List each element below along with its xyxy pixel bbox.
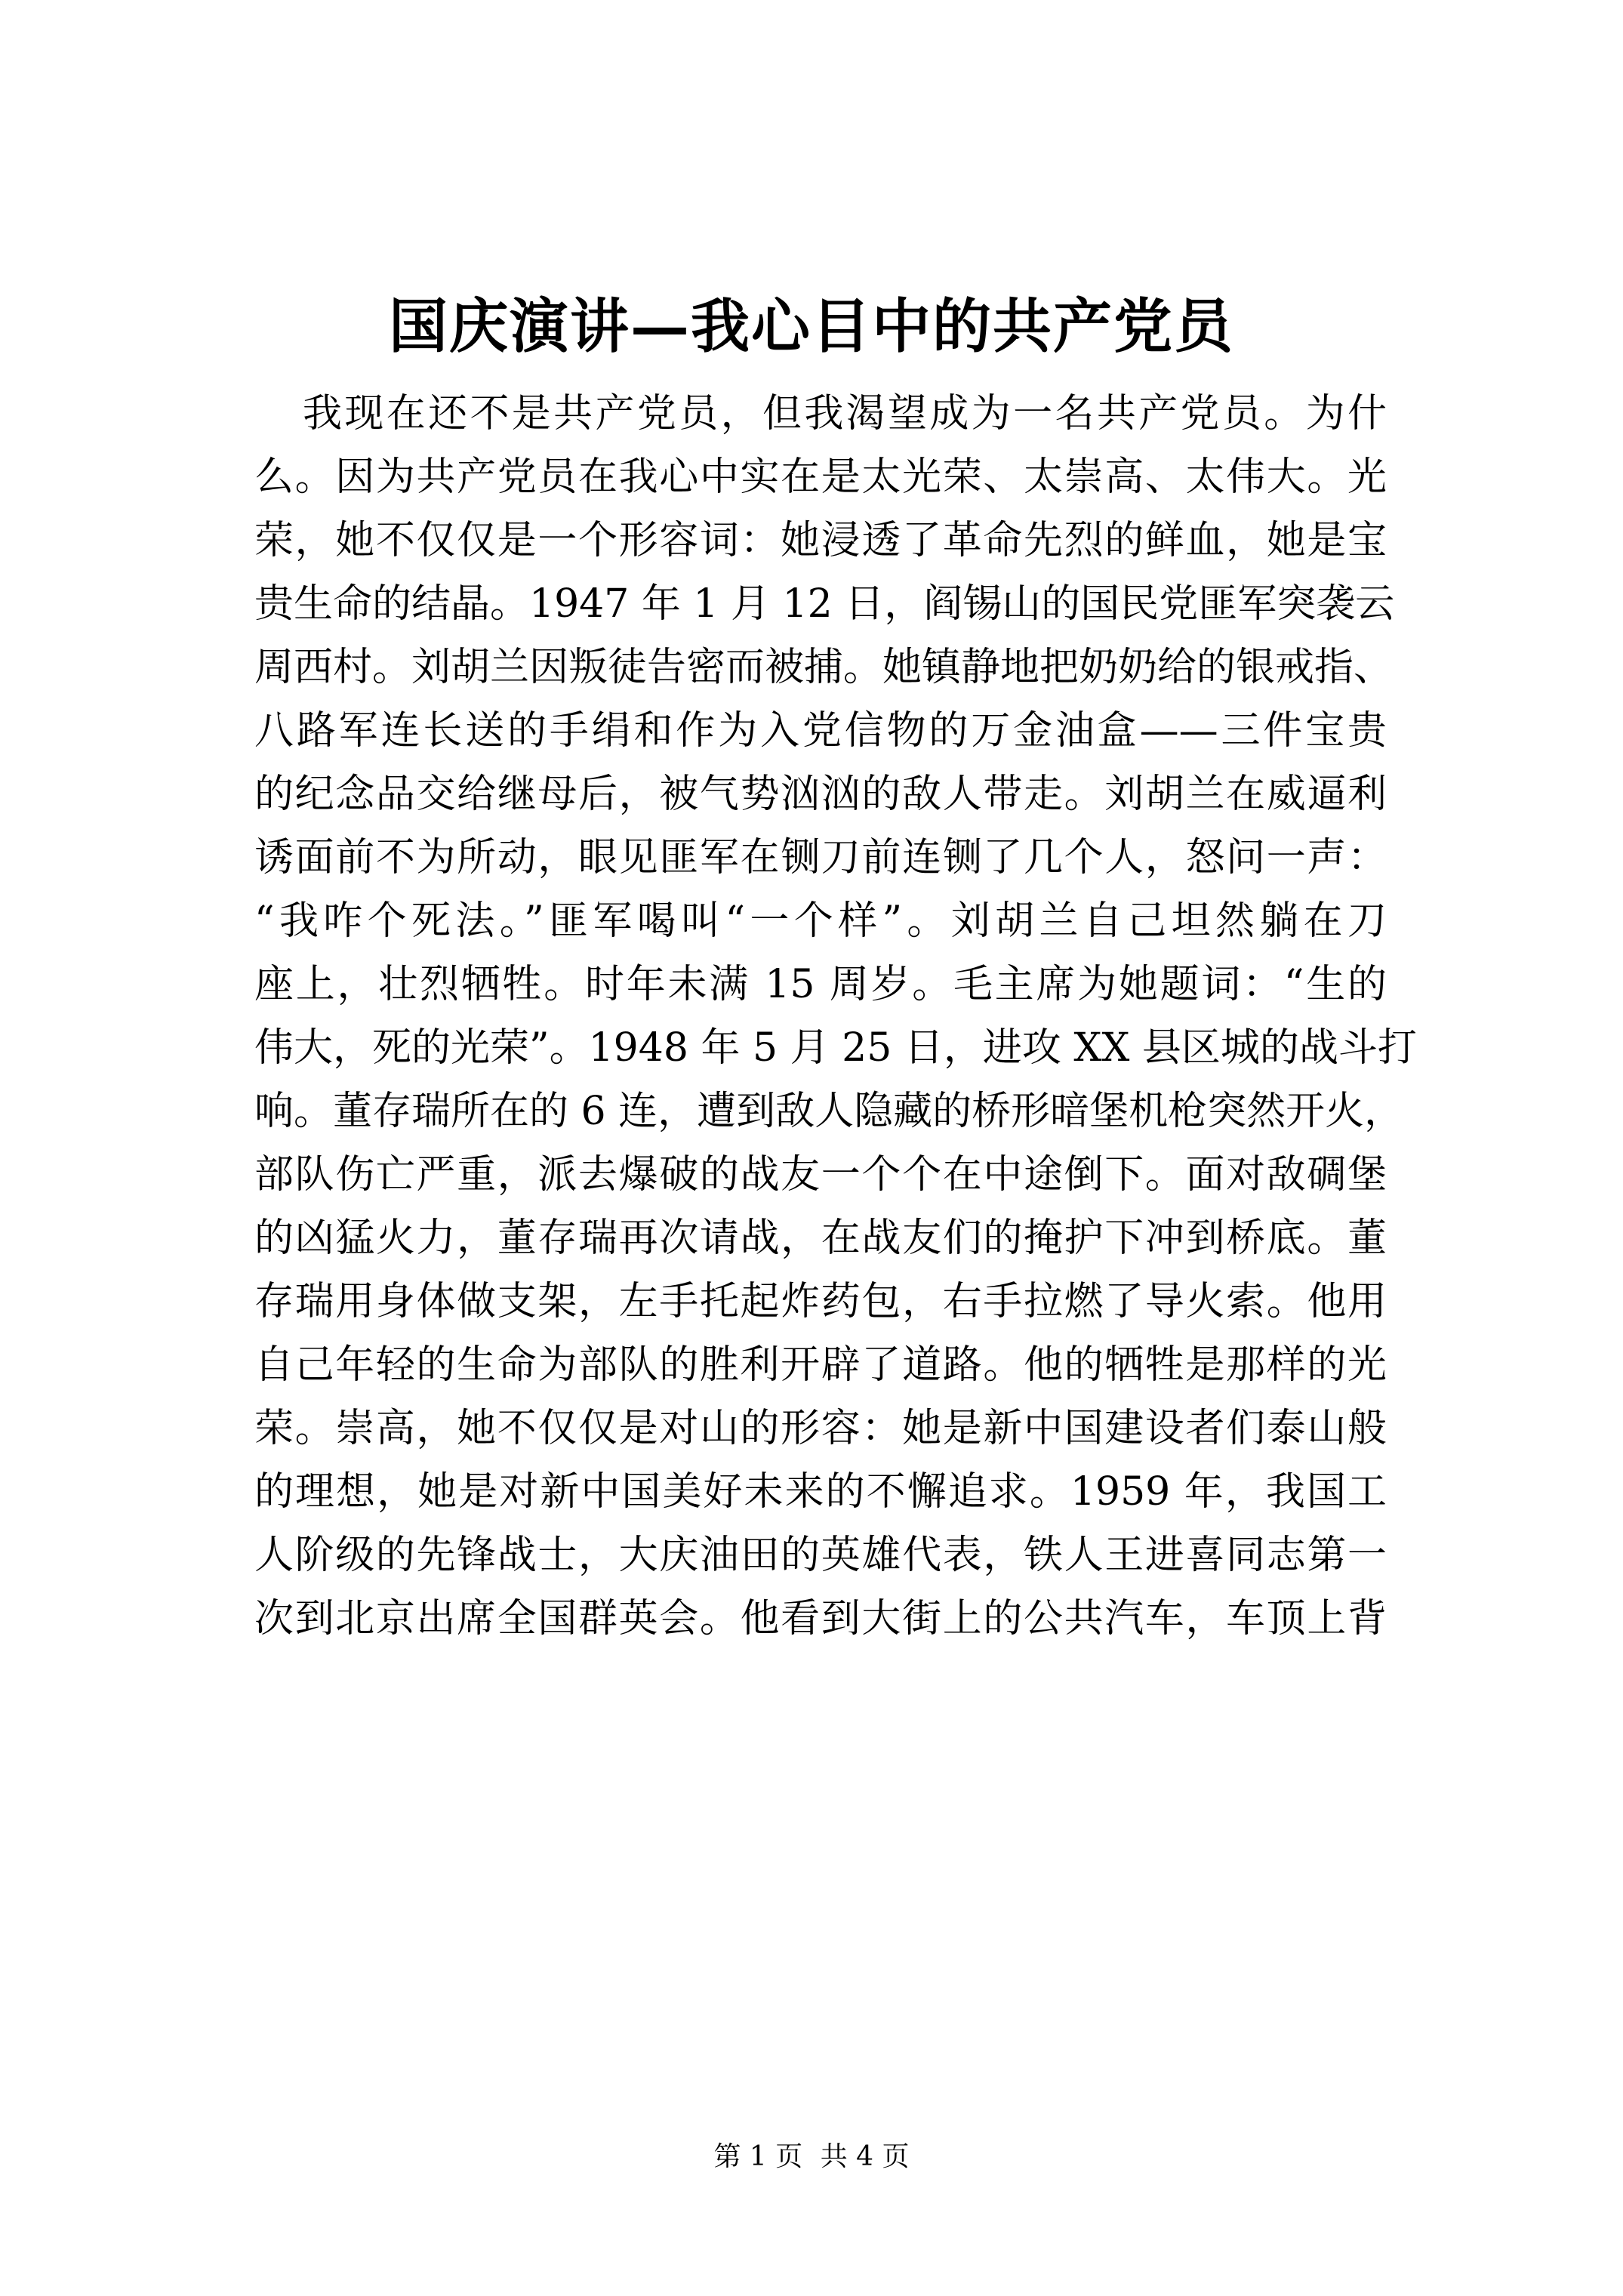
- body-line-5: 周西村。刘胡兰因叛徒告密而被捕。她镇静地把奶奶给的银戒指、: [254, 645, 1394, 690]
- body-line-6: 八路军连长送的手绢和作为入党信物的万金油盒——三件宝贵: [254, 708, 1387, 754]
- page-number: 第 1 页: [713, 2141, 803, 2172]
- body-line-16: 自己年轻的生命为部队的胜利开辟了道路。他的牺牲是那样的光: [254, 1342, 1387, 1388]
- body-line-13: 部队伤亡严重，派去爆破的战友一个个在中途倒下。面对敌碉堡: [254, 1152, 1387, 1197]
- body-line-2: 么。因为共产党员在我心中实在是太光荣、太崇高、太伟大。光: [254, 455, 1387, 500]
- body-line-17: 荣。崇高，她不仅仅是对山的形容：她是新中国建设者们泰山般: [254, 1406, 1387, 1451]
- document-title: 国庆演讲—我心目中的共产党员: [388, 292, 1234, 361]
- body-line-14: 的凶猛火力，董存瑞再次请战，在战友们的掩护下冲到桥底。董: [254, 1216, 1387, 1261]
- body-line-8: 诱面前不为所动，眼见匪军在铡刀前连铡了几个人，怒问一声：: [254, 835, 1387, 880]
- body-line-4: 贵生命的结晶。1947 年 1 月 12 日，阎锡山的国民党匪军突袭云: [254, 581, 1395, 627]
- body-line-3: 荣，她不仅仅是一个形容词：她浸透了革命先烈的鲜血，她是宝: [254, 518, 1387, 563]
- body-line-20: 次到北京出席全国群英会。他看到大街上的公共汽车，车顶上背: [254, 1596, 1387, 1641]
- body-line-7: 的纪念品交给继母后，被气势汹汹的敌人带走。刘胡兰在威逼利: [254, 772, 1387, 817]
- page-footer: [0, 2138, 1623, 2176]
- body-line-9: “我咋个死法。”匪军喝叫“一个样”。刘胡兰自己坦然躺在刀: [254, 898, 1387, 944]
- body-line-19: 人阶级的先锋战士，大庆油田的英雄代表，铁人王进喜同志第一: [254, 1533, 1387, 1578]
- body-line-12: 响。董存瑞所在的 6 连，遭到敌人隐藏的桥形暗堡机枪突然开火，: [254, 1089, 1404, 1134]
- body-line-10: 座上，壮烈牺牲。时年未满 15 周岁。毛主席为她题词：“生的: [254, 962, 1387, 1007]
- body-line-1: 我现在还不是共产党员，但我渴望成为一名共产党员。为什: [303, 391, 1387, 436]
- body-line-18: 的理想，她是对新中国美好未来的不懈追求。1959 年，我国工: [254, 1469, 1387, 1515]
- body-line-11: 伟大，死的光荣”。1948 年 5 月 25 日，进攻 XX 县区城的战斗打: [254, 1025, 1417, 1071]
- page-total: 共 4 页: [820, 2141, 910, 2172]
- body-line-15: 存瑞用身体做支架，左手托起炸药包，右手拉燃了导火索。他用: [254, 1279, 1387, 1324]
